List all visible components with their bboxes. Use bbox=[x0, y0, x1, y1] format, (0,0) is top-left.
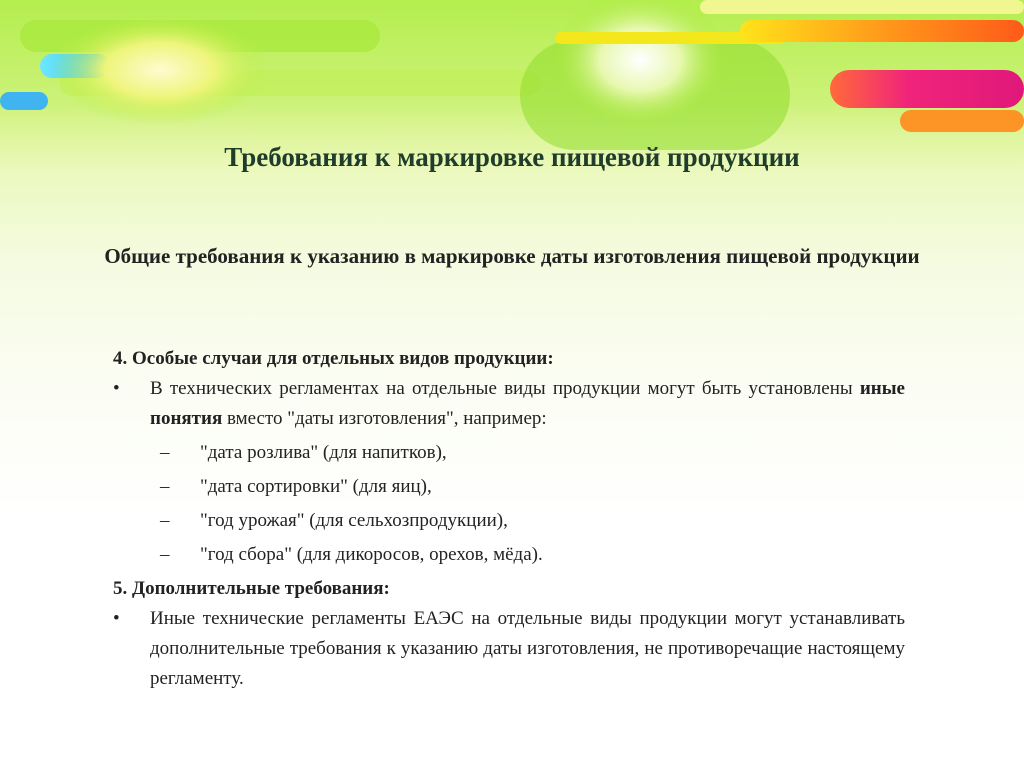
section-5-bullet bbox=[113, 604, 905, 694]
example-text: "год урожая" (для сельхозпродукции), bbox=[200, 510, 508, 531]
example-item bbox=[113, 472, 905, 502]
bullet-marker: • bbox=[113, 378, 120, 399]
section-4-bullet bbox=[113, 374, 905, 434]
bullet-marker: • bbox=[113, 608, 120, 629]
slide-content bbox=[113, 344, 905, 694]
section-4-heading: 4. Особые случаи для отдельных видов продукции: bbox=[113, 348, 554, 369]
dash-marker: – bbox=[160, 442, 170, 463]
bullet-text-emphasis: иные понятия bbox=[150, 378, 905, 429]
example-text: "дата сортировки" (для яиц), bbox=[200, 476, 432, 497]
dash-marker: – bbox=[160, 510, 170, 531]
slide-title: Требования к маркировке пищевой продукции bbox=[224, 142, 800, 172]
slide-subtitle: Общие требования к указанию в маркировке даты изготовления пищевой продукции bbox=[104, 244, 920, 268]
example-item bbox=[113, 438, 905, 468]
bullet-text bbox=[150, 374, 905, 434]
section-5-heading: 5. Дополнительные требования: bbox=[113, 578, 390, 599]
example-item bbox=[113, 540, 905, 570]
bullet-text-end: вместо "даты изготовления", например: bbox=[222, 408, 547, 429]
dash-marker: – bbox=[160, 544, 170, 565]
example-item bbox=[113, 506, 905, 536]
example-text: "год сбора" (для дикоросов, орехов, мёда). bbox=[200, 544, 543, 565]
bullet-text: Иные технические регламенты ЕАЭС на отдельные виды продукции могут устанавливать дополнительные требования к указанию даты изготовления, не противоречащие настоящему регламенту. bbox=[150, 608, 905, 689]
bullet-text-start: В технических регламентах на отдельные виды продукции могут быть установлены bbox=[150, 378, 860, 399]
dash-marker: – bbox=[160, 476, 170, 497]
example-text: "дата розлива" (для напитков), bbox=[200, 442, 447, 463]
